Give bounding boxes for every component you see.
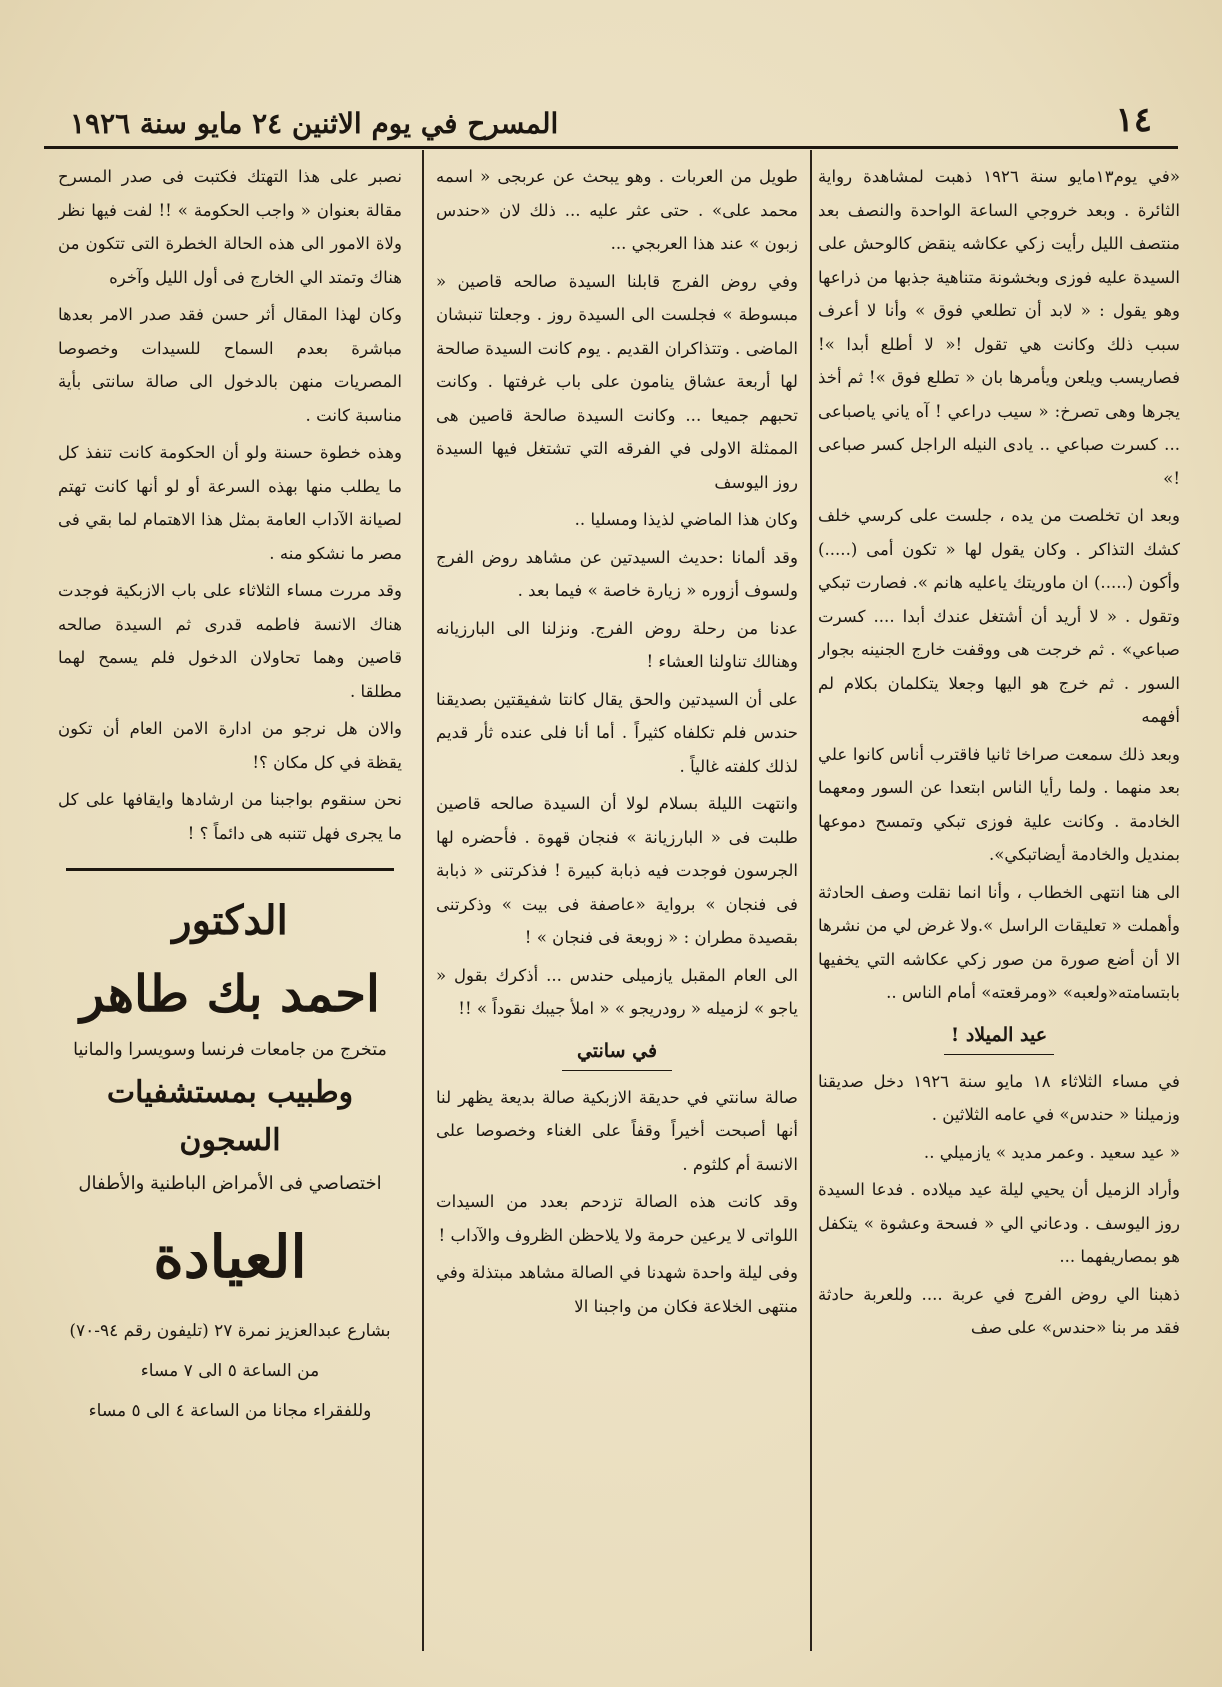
paragraph: « عيد سعيد . وعمر مديد » يازميلي .. [923,1142,1180,1162]
paragraph: نحن سنقوم بواجبنا من ارشادها وايقافها على كل ما يجرى فهل تتنبه هى دائماً ؟ ! [58,790,402,843]
paragraph: وقد ألمانا :حديث السيدتين عن مشاهد روض الفرج ولسوف أزوره « زيارة خاصة » فيما بعد . [436,547,798,600]
paragraph: وكان هذا الماضي لذيذا ومسليا .. [574,510,798,529]
paragraph: وانتهت الليلة بسلام لولا أن السيدة صالحه قاصين طلبت فى « البارزيانة » فنجان قهوة . فأحضره لها الجرسون فوجدت فيه ذبابة كبيرة ! فذكرتنى « ذبابة فى فنجان » برواية «عاصفة فى بيت » وذكرتنى بقصيدة مطران : « زوبعة فى فنجان » ! [436,794,798,947]
header-title: المسرح في يوم الاثنين ٢٤ مايو سنة ١٩٢٦ [70,107,559,140]
paragraph: الى العام المقبل يازميلى حندس ... أذكرك بقول « ياجو » لزميله « رودريجو » « املأ جيبك نقوداً » !! [436,965,798,1018]
ad-title: الدكتور [172,897,288,944]
paragraph: وأراد الزميل أن يحيي ليلة عيد ميلاده . فدعا السيدة روز اليوسف . ودعاني الي « فسحة وعشوة » يتكفل هو بمصاريفهما ... [818,1180,1180,1266]
ad-doctor-name: احمد بك طاهر [80,964,380,1023]
paragraph: وقد مررت مساء الثلاثاء على باب الازبكية فوجدت هناك الانسة فاطمه قدرى ثم السيدة صالحه قاصين وهما تحاولان الدخول فلم يسمح لهما مطلقا . [58,581,402,701]
paragraph: وهذه خطوة حسنة ولو أن الحكومة كانت تنفذ كل ما يطلب منها بهذه السرعة أو لو أنها كانت تهتم لصيانة الآداب العامة بمثل هذا الاهتمام لما بقي فى مصر ما نشكو منه . [58,443,402,563]
right-column [818,160,1180,1647]
column-rule-right [810,150,812,1651]
left-column [58,160,402,1647]
ad-address: بشارع عبدالعزيز نمرة ٢٧ (تليفون رقم ٩٤-٧٠) [69,1321,391,1341]
ad-free-hours: وللفقراء مجانا من الساعة ٤ الى ٥ مساء [88,1401,372,1421]
paragraph: نصبر على هذا التهتك فكتبت فى صدر المسرح مقالة بعنوان « واجب الحكومة » !! لفت فيها نظر ولاة الامور الى هذه الحالة الخطرة التى تتكون من هناك وتمتد الي الخارج فى أول الليل وآخره [58,167,402,287]
ad-specialty: اختصاصي فى الأمراض الباطنية والأطفال [78,1173,382,1194]
paragraph: الى هنا انتهى الخطاب ، وأنا انما نقلت وصف الحادثة وأهملت « تعليقات الراسل ».ولا غرض لي من نشرها الا أن أضع صورة من صور زكي عكاشه التي يخفيها بابتسامته«ولعبه» «ومرقعته» أمام الناس .. [818,882,1180,1002]
paragraph: وبعد ذلك سمعت صراخا ثانيا فاقترب أناس كانوا علي بعد منهما . ولما رأيا الناس ابتعدا عن السور ومعهما الخادمة . وكانت علية فوزى تبكي وتمسح دموعها بمنديل والخادمة أيضاتبكي». [818,744,1180,864]
paragraph: صالة سانتي في حديقة الازبكية صالة بديعة يظهر لنا أنها أصبحت أخيراً وقفاً على الغناء وخصوصا على الانسة أم كلثوم . [436,1087,798,1174]
section-subhead: في سانتي [562,1034,672,1071]
middle-column [436,160,798,1647]
section-subhead: عيد الميلاد ! [944,1018,1054,1055]
paragraph: وفى ليلة واحدة شهدنا في الصالة مشاهد مبتذلة وفي منتهى الخلاعة فكان من واجبنا الا [436,1263,798,1316]
paragraph: وبعد ان تخلصت من يده ، جلست على كرسي خلف كشك التذاكر . وكان يقول لها « تكون أمى (.....) وأكون (.....) ان ماوريتك ياعليه هانم ». فصارت تبكي وتقول . « لا أريد أن أشتغل عندك أبدا .... كسرت صباعي» . ثم خرجت هى ووقفت خارج الجنينه بجوار السور . ثم خرج هو اليها وجعلا يتكلمان بكلام لم أفهمه [818,506,1180,726]
paragraph: ذهبنا الي روض الفرج في عربة .... وللعربة حادثة فقد مر بنا «حندس» على صف [818,1284,1180,1337]
paragraph: في مساء الثلاثاء ١٨ مايو سنة ١٩٢٦ دخل صديقنا وزميلنا « حندس» في عامه الثلاثين . [818,1071,1180,1124]
paragraph: وكان لهذا المقال أثر حسن فقد صدر الامر بعدها مباشرة بعدم السماح للسيدات وخصوصا المصريات منهن بالدخول الى صالة سانتى بأية مناسبة كانت . [58,305,402,425]
ad-clinic-heading: العيادة [153,1223,307,1291]
paragraph: «في يوم١٣مايو سنة ١٩٢٦ ذهبت لمشاهدة رواية الثائرة . وبعد خروجي الساعة الواحدة والنصف بعد منتصف الليل رأيت زكي عكاشه ينقض كالوحش على السيدة عليه فوزى وبخشونة متناهية جذبها من ذراعها وهو يقول : « لابد أن تطلعي فوق » وأنا لا أعرف سبب ذلك وكانت هي تقول !« لا أطلع أبدا »! فصاريسب ويلعن ويأمرها بان « تطلع فوق »! ثم أخذ يجرها وهى تصرخ: « سيب دراعي ! آه ياني ياصباعى ... كسرت صباعي .. يادى النيله الراجل كسر صباعى !» [818,167,1180,488]
page-header [44,88,1178,149]
column-rule-left [422,150,424,1651]
advertisement-separator [66,868,394,871]
doctor-advertisement [58,893,402,1431]
ad-qualification: متخرج من جامعات فرنسا وسويسرا والمانيا [73,1040,387,1060]
paragraph: والان هل نرجو من ادارة الامن العام أن تكون يقظة في كل مكان ؟! [58,719,402,772]
ad-hours: من الساعة ٥ الى ٧ مساء [140,1361,320,1381]
page-number: ١٤ [1115,100,1152,140]
paragraph: عدنا من رحلة روض الفرج. ونزلنا الى البارزيانه وهنالك تناولنا العشاء ! [436,618,798,671]
paragraph: وفي روض الفرج قابلنا السيدة صالحه قاصين « مبسوطة » فجلست الى السيدة روز . وجعلتا تنبشان الماضى . وتتذاكران القديم . يوم كانت السيدة صالحة لها أربعة عشاق ينامون على باب غرفتها . وكانت تحبهم جميعا ... وكانت السيدة صالحة قاصين هى الممثلة الاولى في الفرقه التي تشتغل فيها السيدة روز اليوسف [436,271,798,492]
paragraph: وقد كانت هذه الصالة تزدحم بعدد من السيدات اللواتى لا يرعين حرمة ولا يلاحظن الظروف والآداب ! [436,1192,798,1245]
ad-position: وطبيب بمستشفيات السجون [106,1075,354,1158]
paragraph: على أن السيدتين والحق يقال كانتا شفيقتين بصديقنا حندس فلم تكلفاه كثيراً . أما أنا فلى عنده ثأر قديم لذلك كلفته غالياً . [436,689,798,776]
paragraph: طويل من العربات . وهو يبحث عن عربجى « اسمه محمد على» . حتى عثر عليه ... ذلك لان «حندس زبون » عند هذا العربجي ... [436,167,798,253]
